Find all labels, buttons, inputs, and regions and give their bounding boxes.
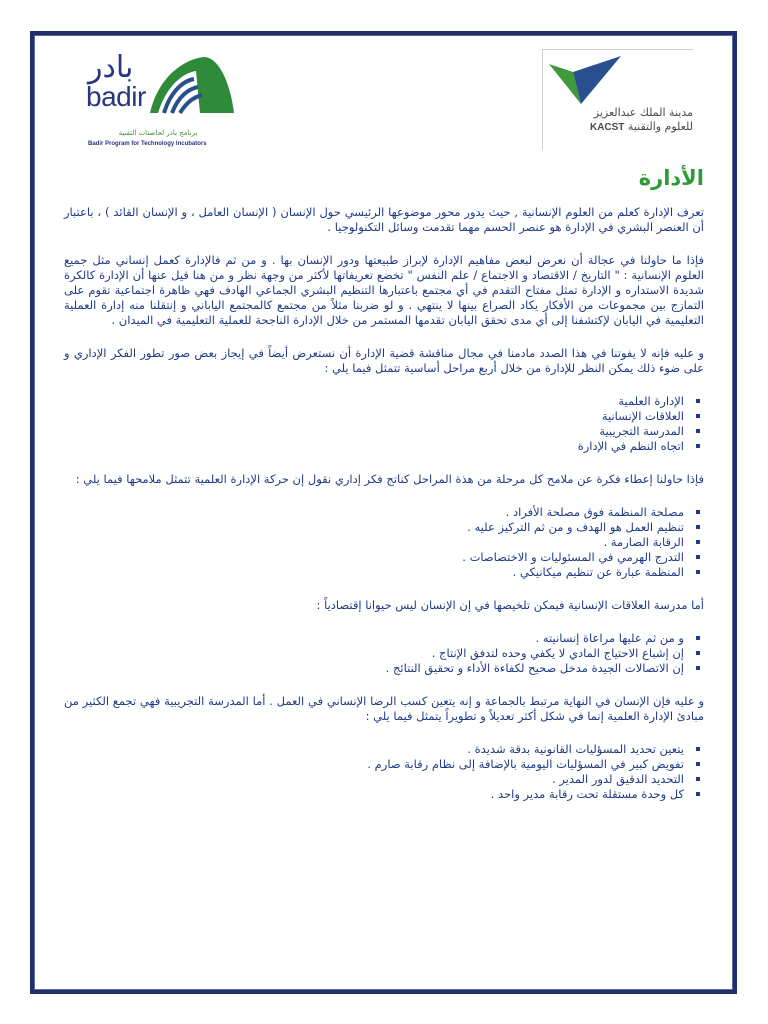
list-item xyxy=(64,565,704,580)
page-header xyxy=(34,35,733,165)
bullet-icon xyxy=(696,510,700,514)
list-item-text: المنظمة عبارة عن تنظيم ميكانيكي . xyxy=(512,565,684,579)
badir-logo-arabic-subtitle: برنامج بادر لحاضنات التقنية xyxy=(118,129,198,137)
list-item xyxy=(64,520,704,535)
list-item xyxy=(64,535,704,550)
bullet-icon xyxy=(696,555,700,559)
list-management-stages xyxy=(64,394,704,454)
bullet-icon xyxy=(696,636,700,640)
bullet-icon xyxy=(696,525,700,529)
bullet-icon xyxy=(696,651,700,655)
list-item xyxy=(64,394,704,409)
bullet-icon xyxy=(696,540,700,544)
kacst-name-line2 xyxy=(590,120,693,135)
paragraph-human-relations: أما مدرسة العلاقات الإنسانية فيمكن تلخيصها في إن الإنسان ليس حيوانا إقتصادياً : xyxy=(316,598,704,612)
badir-logo-latin-text: badir xyxy=(86,81,146,112)
bullet-icon xyxy=(696,777,700,781)
list-item xyxy=(64,646,704,661)
list-item-text: تفويض كبير في المسؤليات اليومية بالإضافة إلى نظام رقابة صارم . xyxy=(367,757,684,771)
list-item xyxy=(64,742,704,757)
paragraph-intro: تعرف الإدارة كعلم من العلوم الإنسانية , حيث يدور محور موضوعها الرئيسي حول الإنسان ( الإنسان العامل ، و الإنسان القائد ) ، باعتبار أن العنصر البشري في الإدارة هو عنصر الحسم مهما تقدمت وسائل التكنولوجيا . xyxy=(64,205,704,234)
list-item-text: المدرسة التجريبية xyxy=(599,424,684,438)
page-title: الأدارة xyxy=(638,166,704,190)
list-item-text: اتجاه النظم في الإدارة xyxy=(577,439,684,453)
list-item xyxy=(64,505,704,520)
list-item-text: تنظيم العمل هو الهدف و من ثم التركيز عليه . xyxy=(467,520,684,534)
badir-logo-english-subtitle: Badir Program for Technology Incubators xyxy=(88,141,207,147)
list-item xyxy=(64,409,704,424)
kacst-name-line1: مدينة الملك عبدالعزيز xyxy=(593,106,693,119)
list-item xyxy=(64,424,704,439)
bullet-icon xyxy=(696,792,700,796)
bullet-icon xyxy=(696,747,700,751)
list-item xyxy=(64,787,704,802)
list-item-text: التدرج الهرمي في المسئوليات و الاختصاصات . xyxy=(462,550,684,564)
paragraph-concepts: فإذا ما حاولنا في عجالة أن نعرض لبعض مفاهيم الإدارة لإبراز طبيعتها ودور الإنسان بها . و من ثم فالإدارة كعمل إنساني مثل جميع العلوم الإنسانية : " التاريخ / الاقتصاد و الاجتماع / علم النفس " تخضع تعريفاتها لأكثر من وجهة نظر و من هنا قيل عنها أن الإدارة كالكرة شديدة الاستداره و الإدارة تمثل مفتاح التقدم في أي مجتمع باعتبارها التنظيم البشري الجماعي الهادف فهي ظاهرة اجتماعية تقوم على التمازج بين مجموعات من الأفكار يكاد الصراع بينها لا ينتهي . و لو ضربنا مثلاً من مجتمع كالمجتمع الياباني و إنتقلنا منه إدارة العملية التعليمية في اليابان لإكتشفنا إلى أي مدى تحقق اليابان تقدمها المستمر من خلال الإدارة الناجحة للعملية التعليمية في الميدان . xyxy=(64,253,704,327)
list-item xyxy=(64,550,704,565)
list-item-text: التحديد الدقيق لدور المدير . xyxy=(551,772,684,786)
list-item xyxy=(64,661,704,676)
paragraph-scientific-management: فإذا حاولنا إعطاء فكرة عن ملامح كل مرحلة من هذة المراحل كناتج فكر إداري نقول إن حركة الإدارة العلمية تتمثل ملامحها فيما يلي : xyxy=(75,472,704,486)
list-item xyxy=(64,757,704,772)
list-item xyxy=(64,439,704,454)
list-item-text: الإدارة العلمية xyxy=(618,394,684,408)
list-human-relations-features xyxy=(64,631,704,676)
list-item-text: الرقابة الصارمة . xyxy=(603,535,684,549)
bullet-icon xyxy=(696,414,700,418)
list-item-text: كل وحدة مستقلة تحت رقابة مدير واحد . xyxy=(490,787,684,801)
list-item-text: إن إشباع الاحتياج المادي لا يكفي وحده لتدفق الإنتاج . xyxy=(431,646,684,660)
bullet-icon xyxy=(696,762,700,766)
paragraph-empirical-school: و عليه فإن الإنسان في النهاية مرتبط بالجماعة و إنه يتعين كسب الرضا الإنساني في العمل . أما المدرسة التجريبية فهي تجمع الكثير من مبادئ الإدارة العلمية إنما في شكل أكثر تعديلاً و تطويراً يتمثل فيما يلي : xyxy=(64,694,704,723)
list-item-text: مصلحة المنظمة فوق مصلحة الأفراد . xyxy=(505,505,684,519)
list-scientific-management-features xyxy=(64,505,704,580)
list-item-text: العلاقات الإنسانية xyxy=(601,409,684,423)
bullet-icon xyxy=(696,444,700,448)
list-item-text: يتعين تحديد المسؤليات القانونية بدقة شديدة . xyxy=(467,742,684,756)
list-empirical-school-features xyxy=(64,742,704,802)
kacst-abbreviation: KACST xyxy=(589,122,625,133)
badir-logo-arabic-text: بادر xyxy=(88,50,134,85)
list-item xyxy=(64,772,704,787)
list-item xyxy=(64,631,704,646)
document-body xyxy=(64,165,704,820)
bullet-icon xyxy=(696,570,700,574)
paragraph-stages: و عليه فإنه لا يفوتنا في هذا الصدد مادمنا في مجال مناقشة قضية الإدارة أن نستعرض أيضاً في إيجاز بعض صور تطور الفكر الإداري و على ضوء ذلك يمكن النظر للإدارة من خلال أربع مراحل أساسية تتمثل فيما يلي : xyxy=(64,346,704,375)
kacst-logo xyxy=(542,49,693,150)
bullet-icon xyxy=(696,429,700,433)
badir-arc-icon xyxy=(84,51,244,131)
badir-logo xyxy=(84,51,244,161)
list-item-text: إن الاتصالات الجيدة مدخل صحيح لكفاءة الأداء و تحقيق النتائج . xyxy=(385,661,684,675)
kacst-name-line2-text: للعلوم والتقنية xyxy=(627,120,693,133)
list-item-text: و من ثم عليها مراعاة إنسانيته . xyxy=(535,631,684,645)
bullet-icon xyxy=(696,399,700,403)
kacst-check-icon xyxy=(547,54,627,110)
bullet-icon xyxy=(696,666,700,670)
document-page xyxy=(30,31,737,994)
